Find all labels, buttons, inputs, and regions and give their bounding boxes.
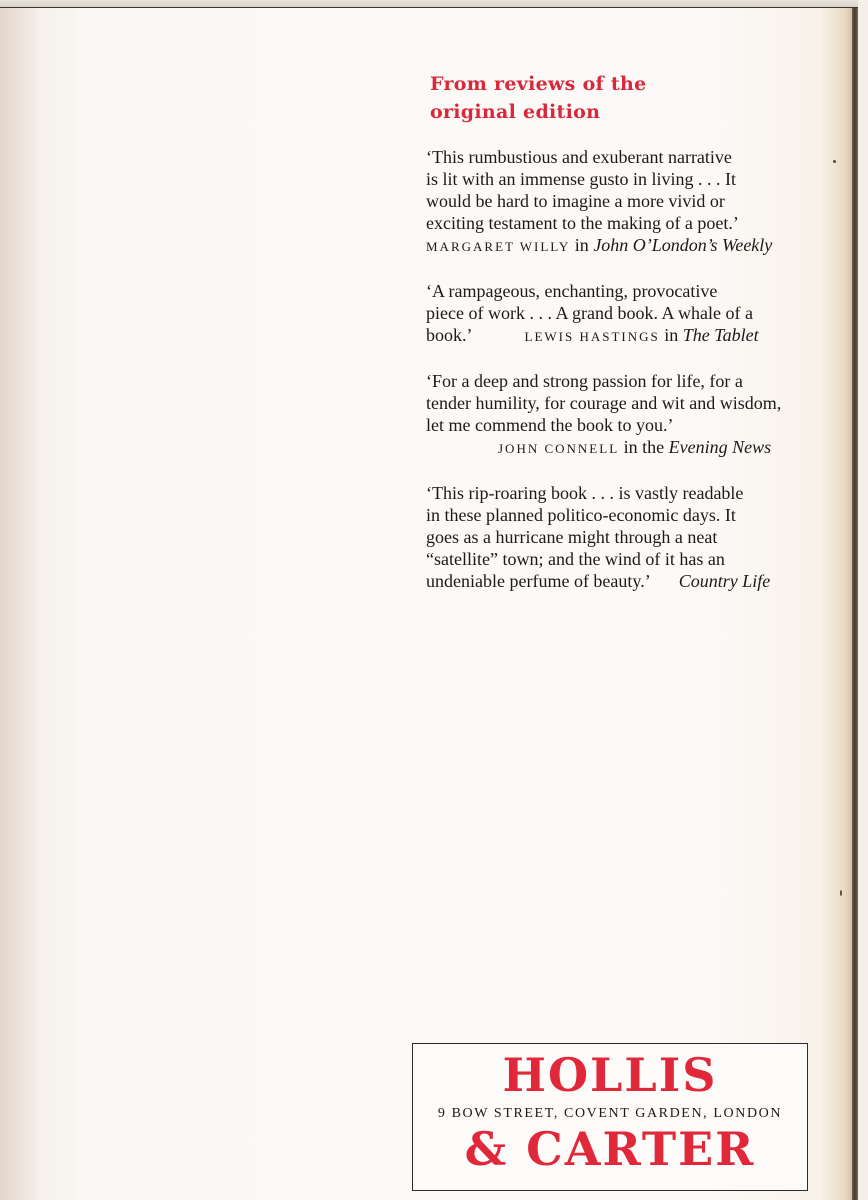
quote-line: would be hard to imagine a more vivid or: [426, 191, 725, 211]
heading-line-2: original edition: [430, 101, 601, 123]
reviewer-name: LEWIS HASTINGS: [524, 329, 660, 344]
quote-line: goes as a hurricane might through a neat: [426, 527, 718, 547]
quote-line: is lit with an immense gusto in living . . . It: [426, 169, 736, 189]
quote-line: ‘This rumbustious and exuberant narrative: [426, 147, 732, 167]
review-credit: [426, 234, 826, 258]
reviews-heading: [430, 70, 810, 126]
review-quote: [426, 280, 826, 348]
quote-line-end: undeniable perfume of beauty.’: [426, 571, 651, 591]
quote-line: ‘For a deep and strong passion for life, for a: [426, 371, 743, 391]
publisher-imprint: [412, 1043, 808, 1191]
reviewer-name: JOHN CONNELL: [498, 441, 620, 456]
publisher-name-top: HOLLIS: [502, 1048, 718, 1102]
quote-last-line: [426, 324, 826, 348]
quote-line: tender humility, for courage and wit and wisdom,: [426, 393, 782, 413]
quote-last-line: [426, 570, 826, 592]
reviews-list: [426, 146, 826, 614]
publisher-name-bottom: & CARTER: [464, 1122, 756, 1176]
review-credit: [426, 436, 826, 460]
review-quote: [426, 482, 826, 592]
scan-right-margin: [858, 0, 868, 1200]
quote-line: in these planned politico-economic days. It: [426, 505, 736, 525]
publication-name: Country Life: [678, 571, 771, 591]
scan-top-edge: [0, 0, 868, 8]
quote-line: ‘This rip-roaring book . . . is vastly readable: [426, 483, 744, 503]
quote-line: piece of work . . . A grand book. A whale of a: [426, 303, 753, 323]
reviewer-name: MARGARET WILLY: [426, 239, 571, 254]
quote-line-end: book.’: [426, 325, 473, 345]
credit-connector: in: [570, 235, 594, 255]
publication-name: The Tablet: [682, 325, 759, 345]
credit-connector: in: [659, 325, 683, 345]
review-credit: [525, 325, 759, 345]
review-quote: [426, 370, 826, 460]
heading-line-1: From reviews of the: [430, 73, 647, 95]
publication-name: Evening News: [668, 437, 772, 457]
paper-speck: [833, 160, 836, 163]
credit-connector: in the: [619, 437, 669, 457]
paper-speck: [840, 890, 842, 896]
publisher-address: 9 BOW STREET, COVENT GARDEN, LONDON: [437, 1106, 783, 1121]
fold-shadow: [0, 8, 40, 1200]
quote-line: “satellite” town; and the wind of it has an: [426, 549, 725, 569]
publication-name: John O’London’s Weekly: [593, 235, 773, 255]
review-quote: [426, 146, 826, 258]
quote-line: let me commend the book to you.’: [426, 415, 674, 435]
quote-line: ‘A rampageous, enchanting, provocative: [426, 281, 718, 301]
quote-line: exciting testament to the making of a poet.’: [426, 213, 739, 233]
